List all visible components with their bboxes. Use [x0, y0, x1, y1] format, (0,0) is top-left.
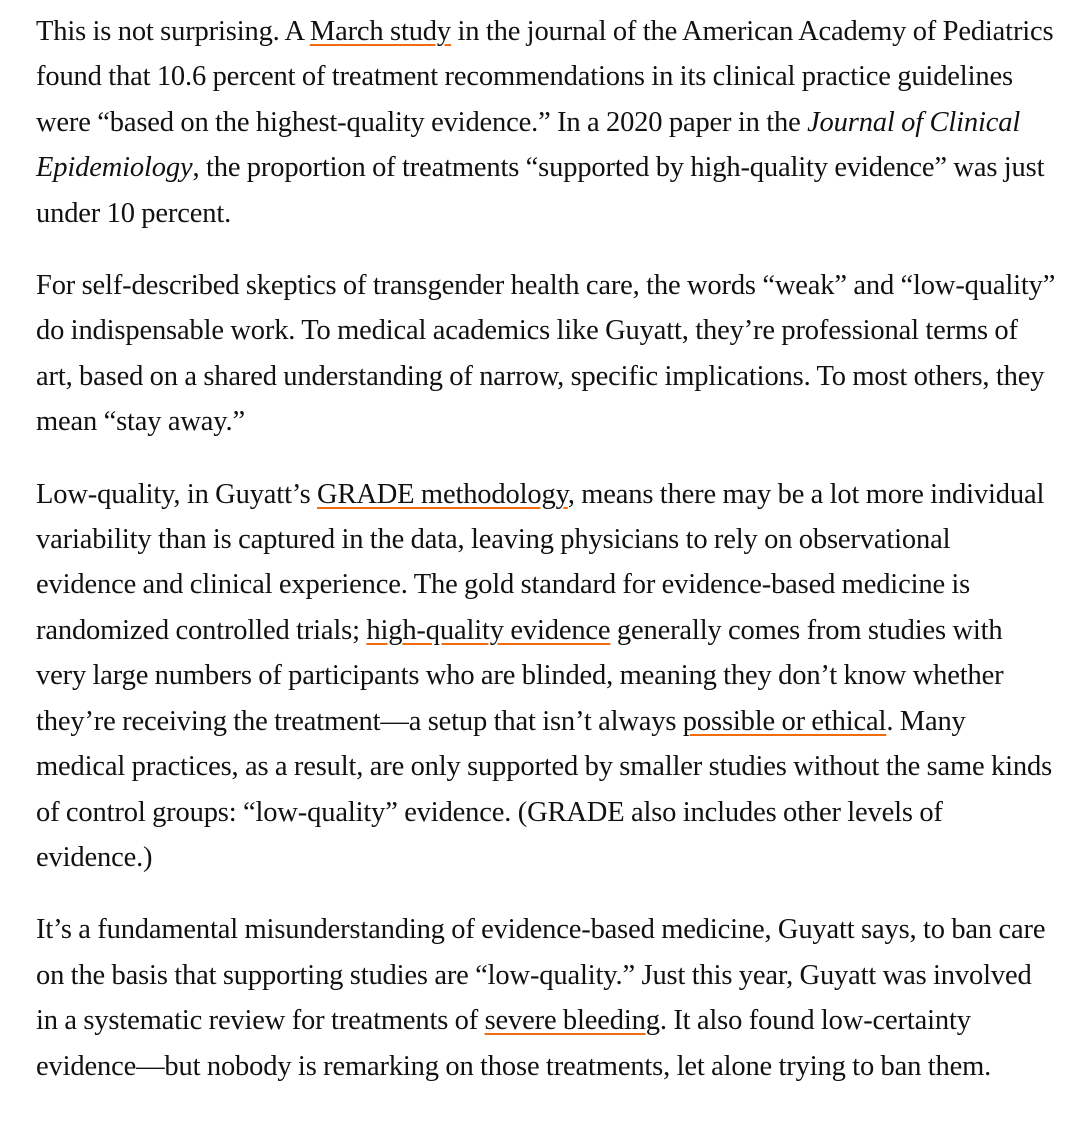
link-severe-bleeding[interactable]: severe bleeding — [484, 1005, 660, 1037]
text: This is not surprising. A — [36, 16, 310, 47]
paragraph-4 — [36, 907, 1056, 1089]
paragraph-1 — [36, 9, 1056, 236]
article-body — [36, 9, 1056, 1116]
link-high-quality-evidence[interactable]: high-quality evidence — [366, 614, 611, 646]
paragraph-3 — [36, 472, 1056, 881]
text: generally comes from studies with very large numbers of participants who are blinded, meaning they don’t know whether they’re receiving the treatment—a setup that isn’t always — [36, 614, 1004, 737]
journal-title: Journal of Clinical Epidemiology — [36, 106, 1021, 184]
text: in the journal of the American Academy of Pediatrics found that 10.6 percent of treatment recommendations in its clinical practice guidelines were “based on the highest-quality evidence.” In a 2020 paper in the — [36, 16, 1054, 138]
link-grade-methodology[interactable]: GRADE methodology — [317, 478, 568, 510]
text: . It also found low-certainty evidence—but nobody is remarking on those treatments, let alone trying to ban them. — [36, 1005, 992, 1082]
text: For self-described skeptics of transgender health care, the words “weak” and “low-quality” do indispensable work. To medical academics like Guyatt, they’re professional terms of art, based on a shared understanding of narrow, specific implications. To most others, they mean “stay away.” — [36, 270, 1056, 438]
link-possible-or-ethical[interactable]: possible or ethical — [682, 705, 887, 737]
text: , means there may be a lot more individual variability than is captured in the data, leaving physicians to rely on observational evidence and clinical experience. The gold standard for evidence-based medicine is randomized controlled trials; — [36, 478, 1045, 646]
text: . Many medical practices, as a result, are only supported by smaller studies without the same kinds of control groups: “low-quality” evidence. (GRADE also includes other levels of evidence.) — [36, 705, 1053, 873]
text: It’s a fundamental misunderstanding of evidence-based medicine, Guyatt says, to ban care on the basis that supporting studies are “low-quality.” Just this year, Guyatt was involved in a systematic review for treatments of — [36, 914, 1046, 1037]
link-march-study[interactable]: March study — [309, 16, 452, 47]
text: , the proportion of treatments “supported by high-quality evidence” was just under 10 percent. — [36, 152, 1045, 229]
paragraph-2 — [36, 263, 1056, 445]
text: Low-quality, in Guyatt’s — [36, 478, 318, 510]
